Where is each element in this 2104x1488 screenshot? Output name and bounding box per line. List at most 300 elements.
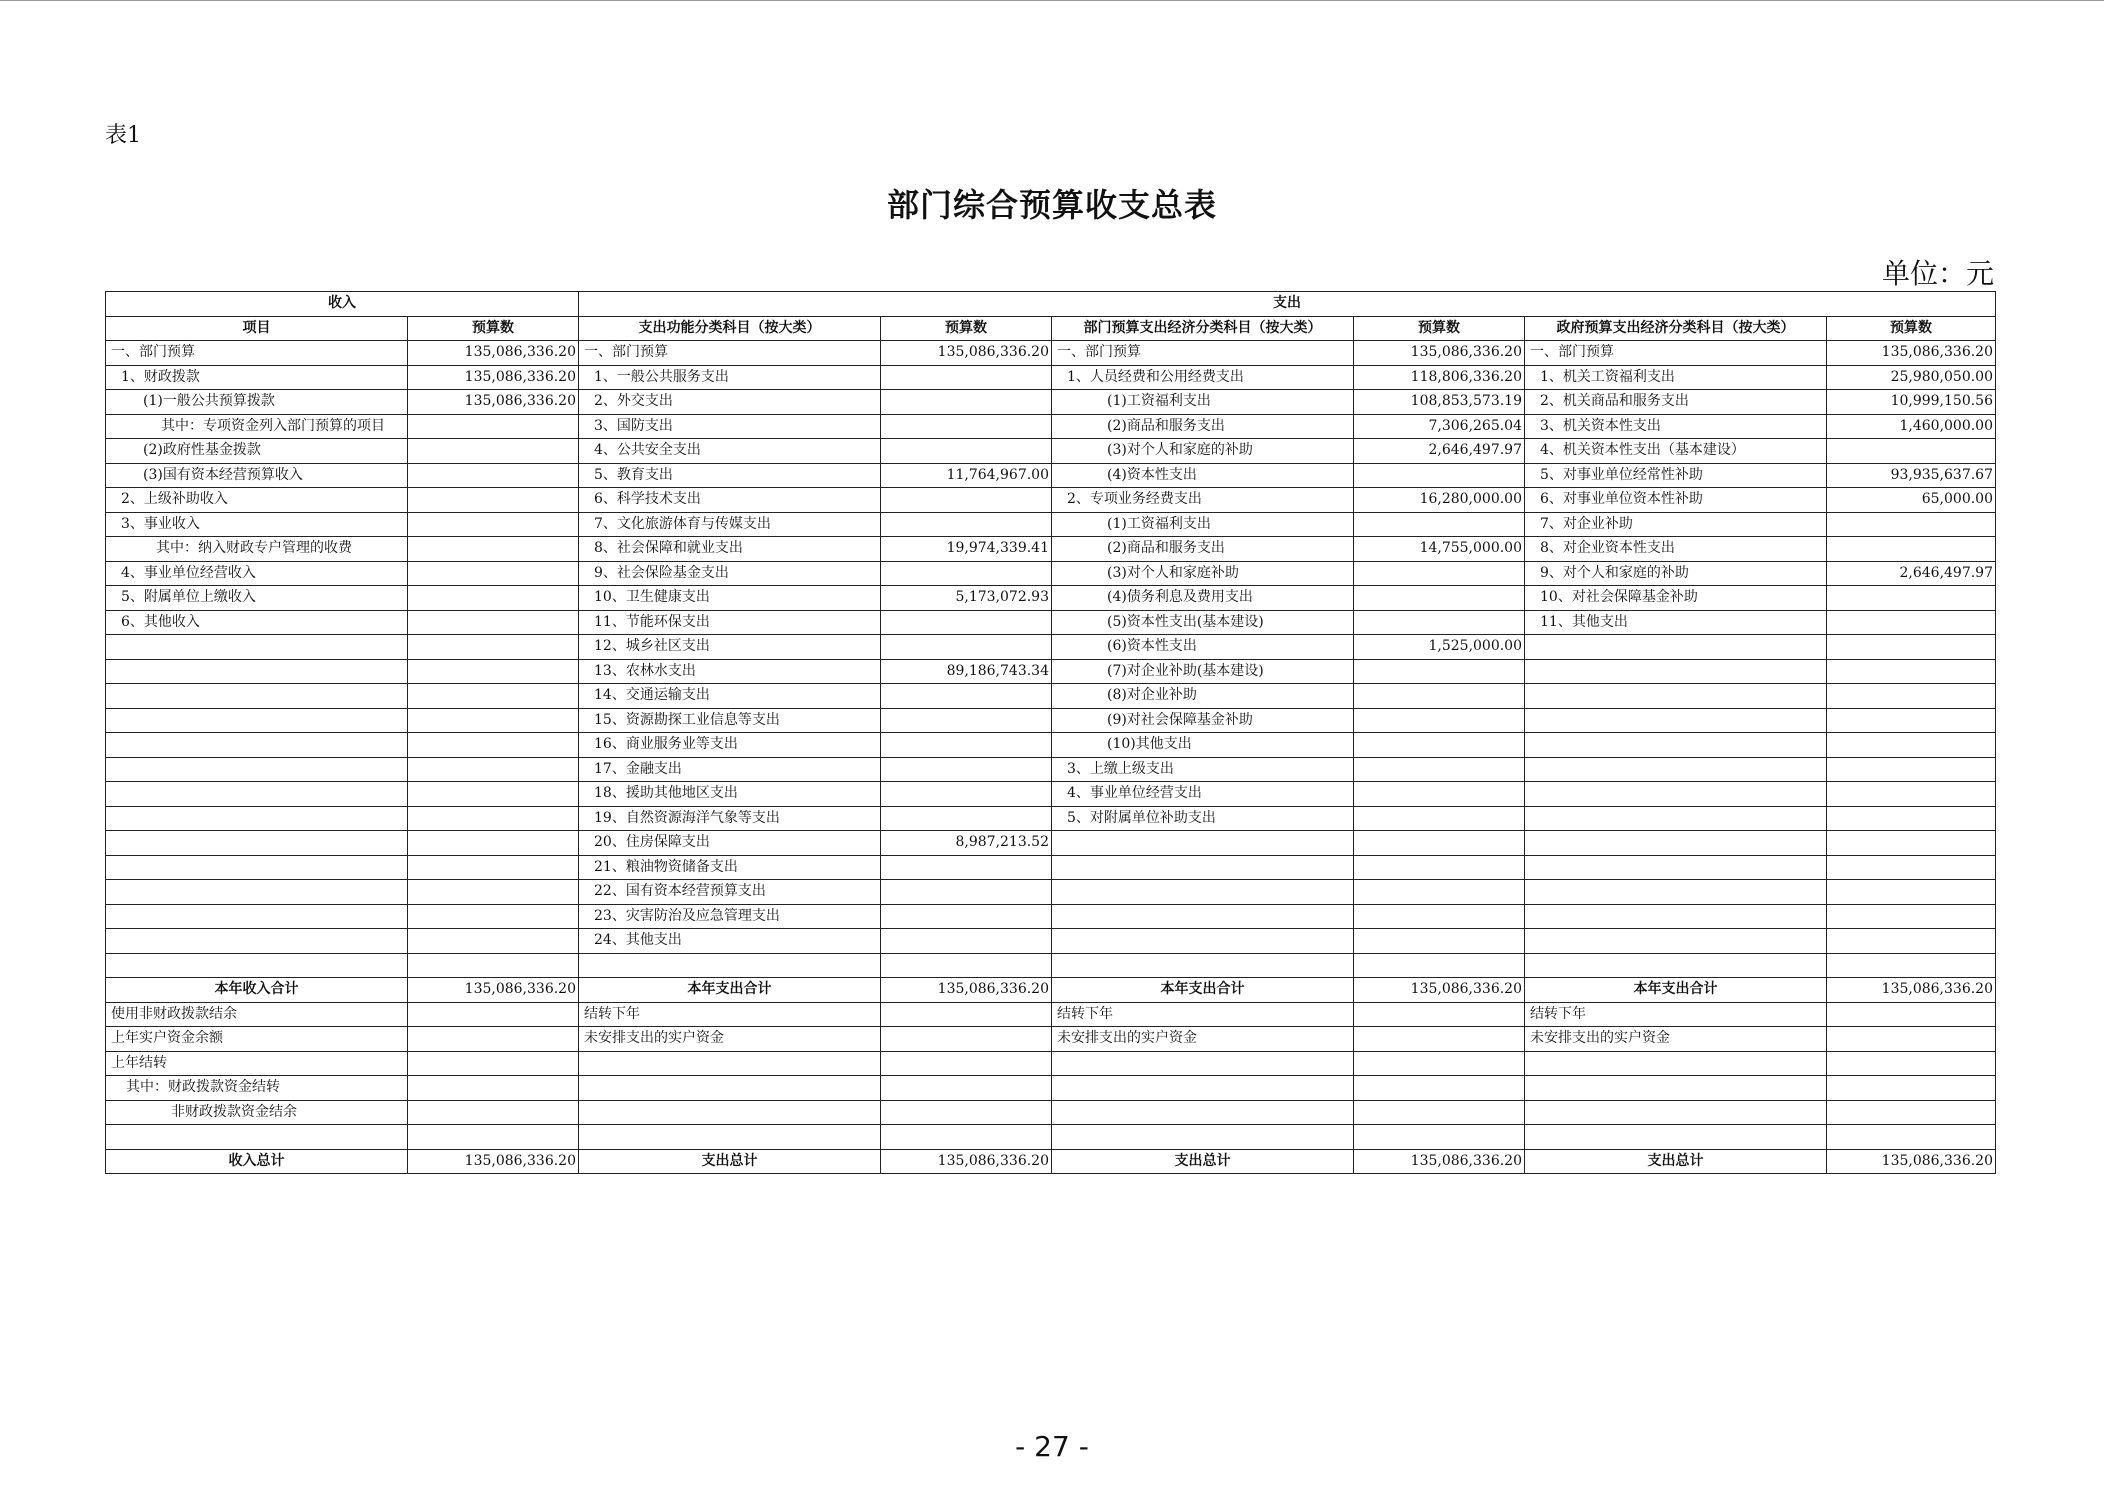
amount-cell bbox=[408, 635, 579, 660]
amount-cell bbox=[1354, 1027, 1525, 1052]
table-row bbox=[106, 586, 1996, 611]
item-cell bbox=[106, 953, 408, 978]
amount-cell bbox=[1354, 610, 1525, 635]
amount-cell bbox=[1827, 806, 1996, 831]
item-cell: 4、公共安全支出 bbox=[579, 439, 881, 464]
item-cell: 9、对个人和家庭的补助 bbox=[1525, 561, 1827, 586]
amount-cell bbox=[881, 757, 1052, 782]
amount-cell bbox=[408, 414, 579, 439]
amount-cell bbox=[1354, 733, 1525, 758]
table-row bbox=[106, 953, 1996, 978]
item-cell: 8、社会保障和就业支出 bbox=[579, 537, 881, 562]
amount-cell bbox=[408, 831, 579, 856]
item-cell: 一、部门预算 bbox=[1525, 341, 1827, 366]
table-row bbox=[106, 1125, 1996, 1150]
table-row bbox=[106, 341, 1996, 366]
item-cell: 支出总计 bbox=[1052, 1149, 1354, 1174]
amount-cell: 93,935,637.67 bbox=[1827, 463, 1996, 488]
item-cell bbox=[1525, 904, 1827, 929]
table-row bbox=[106, 855, 1996, 880]
item-cell: 其中：纳入财政专户管理的收费 bbox=[106, 537, 408, 562]
item-cell bbox=[1525, 684, 1827, 709]
amount-cell bbox=[1827, 953, 1996, 978]
amount-cell bbox=[881, 782, 1052, 807]
item-cell: (6)资本性支出 bbox=[1052, 635, 1354, 660]
amount-cell bbox=[408, 537, 579, 562]
amount-cell: 135,086,336.20 bbox=[1354, 341, 1525, 366]
amount-cell bbox=[881, 880, 1052, 905]
item-cell: 本年支出合计 bbox=[1052, 978, 1354, 1003]
table-row bbox=[106, 414, 1996, 439]
table-row bbox=[106, 561, 1996, 586]
column-header: 支出功能分类科目（按大类） bbox=[579, 316, 881, 341]
item-cell: 上年结转 bbox=[106, 1051, 408, 1076]
table-row bbox=[106, 659, 1996, 684]
amount-cell bbox=[1827, 659, 1996, 684]
amount-cell: 5,173,072.93 bbox=[881, 586, 1052, 611]
table-row bbox=[106, 978, 1996, 1003]
amount-cell bbox=[1354, 929, 1525, 954]
amount-cell bbox=[1827, 586, 1996, 611]
item-cell: 上年实户资金余额 bbox=[106, 1027, 408, 1052]
amount-cell bbox=[1354, 684, 1525, 709]
item-cell: 3、机关资本性支出 bbox=[1525, 414, 1827, 439]
amount-cell bbox=[1827, 1027, 1996, 1052]
table-body bbox=[106, 341, 1996, 1174]
table-row bbox=[106, 1002, 1996, 1027]
item-cell: 14、交通运输支出 bbox=[579, 684, 881, 709]
amount-cell bbox=[408, 1125, 579, 1150]
item-cell: 22、国有资本经营预算支出 bbox=[579, 880, 881, 905]
item-cell bbox=[1525, 659, 1827, 684]
amount-cell bbox=[1827, 439, 1996, 464]
column-header: 预算数 bbox=[881, 316, 1052, 341]
amount-cell bbox=[1827, 782, 1996, 807]
amount-cell bbox=[881, 1027, 1052, 1052]
amount-cell bbox=[1354, 904, 1525, 929]
table-row bbox=[106, 1051, 1996, 1076]
amount-cell bbox=[408, 782, 579, 807]
item-cell bbox=[1052, 1076, 1354, 1101]
amount-cell bbox=[1354, 782, 1525, 807]
amount-cell: 135,086,336.20 bbox=[1827, 341, 1996, 366]
table-row bbox=[106, 708, 1996, 733]
item-cell: 一、部门预算 bbox=[106, 341, 408, 366]
item-cell bbox=[579, 953, 881, 978]
item-cell: 结转下年 bbox=[579, 1002, 881, 1027]
item-cell bbox=[106, 904, 408, 929]
item-cell: 其中：财政拨款资金结转 bbox=[106, 1076, 408, 1101]
item-cell: 3、国防支出 bbox=[579, 414, 881, 439]
item-cell: 其中：专项资金列入部门预算的项目 bbox=[106, 414, 408, 439]
table-row bbox=[106, 782, 1996, 807]
amount-cell: 135,086,336.20 bbox=[1827, 978, 1996, 1003]
item-cell bbox=[1525, 953, 1827, 978]
amount-cell bbox=[881, 512, 1052, 537]
item-cell: (5)资本性支出(基本建设) bbox=[1052, 610, 1354, 635]
amount-cell: 16,280,000.00 bbox=[1354, 488, 1525, 513]
table-row bbox=[106, 684, 1996, 709]
amount-cell bbox=[1827, 757, 1996, 782]
item-cell: 1、机关工资福利支出 bbox=[1525, 365, 1827, 390]
item-cell bbox=[1052, 880, 1354, 905]
item-cell: (9)对社会保障基金补助 bbox=[1052, 708, 1354, 733]
amount-cell: 65,000.00 bbox=[1827, 488, 1996, 513]
item-cell: (2)政府性基金拨款 bbox=[106, 439, 408, 464]
amount-cell: 135,086,336.20 bbox=[881, 341, 1052, 366]
item-cell: 1、财政拨款 bbox=[106, 365, 408, 390]
amount-cell bbox=[1354, 659, 1525, 684]
table-row bbox=[106, 439, 1996, 464]
column-header: 项目 bbox=[106, 316, 408, 341]
item-cell: 支出总计 bbox=[1525, 1149, 1827, 1174]
item-cell: 本年收入合计 bbox=[106, 978, 408, 1003]
amount-cell: 135,086,336.20 bbox=[408, 978, 579, 1003]
table-row bbox=[106, 365, 1996, 390]
amount-cell: 118,806,336.20 bbox=[1354, 365, 1525, 390]
item-cell: 结转下年 bbox=[1052, 1002, 1354, 1027]
amount-cell bbox=[881, 684, 1052, 709]
amount-cell bbox=[1354, 831, 1525, 856]
amount-cell bbox=[881, 1051, 1052, 1076]
amount-cell: 8,987,213.52 bbox=[881, 831, 1052, 856]
column-header: 政府预算支出经济分类科目（按大类） bbox=[1525, 316, 1827, 341]
item-cell: 2、机关商品和服务支出 bbox=[1525, 390, 1827, 415]
amount-cell bbox=[1827, 733, 1996, 758]
amount-cell bbox=[408, 1076, 579, 1101]
item-cell: 5、对附属单位补助支出 bbox=[1052, 806, 1354, 831]
item-cell bbox=[106, 708, 408, 733]
item-cell bbox=[579, 1125, 881, 1150]
table-row bbox=[106, 537, 1996, 562]
amount-cell bbox=[408, 512, 579, 537]
amount-cell bbox=[408, 659, 579, 684]
item-cell: 23、灾害防治及应急管理支出 bbox=[579, 904, 881, 929]
table-row bbox=[106, 1149, 1996, 1174]
column-header: 预算数 bbox=[1354, 316, 1525, 341]
amount-cell bbox=[881, 365, 1052, 390]
amount-cell bbox=[1827, 1076, 1996, 1101]
item-cell: (8)对企业补助 bbox=[1052, 684, 1354, 709]
item-cell: 5、对事业单位经常性补助 bbox=[1525, 463, 1827, 488]
amount-cell: 2,646,497.97 bbox=[1354, 439, 1525, 464]
item-cell bbox=[1525, 757, 1827, 782]
amount-cell bbox=[881, 414, 1052, 439]
amount-cell bbox=[1827, 1051, 1996, 1076]
amount-cell: 1,525,000.00 bbox=[1354, 635, 1525, 660]
amount-cell bbox=[1354, 953, 1525, 978]
item-cell: (7)对企业补助(基本建设) bbox=[1052, 659, 1354, 684]
item-cell bbox=[1525, 1051, 1827, 1076]
amount-cell bbox=[408, 855, 579, 880]
item-cell: 本年支出合计 bbox=[1525, 978, 1827, 1003]
item-cell: 10、对社会保障基金补助 bbox=[1525, 586, 1827, 611]
amount-cell bbox=[1354, 880, 1525, 905]
amount-cell bbox=[881, 1076, 1052, 1101]
table-row bbox=[106, 1076, 1996, 1101]
item-cell: 19、自然资源海洋气象等支出 bbox=[579, 806, 881, 831]
table-row bbox=[106, 635, 1996, 660]
item-cell: 本年支出合计 bbox=[579, 978, 881, 1003]
amount-cell bbox=[1354, 806, 1525, 831]
amount-cell bbox=[408, 904, 579, 929]
amount-cell bbox=[881, 953, 1052, 978]
amount-cell: 108,853,573.19 bbox=[1354, 390, 1525, 415]
item-cell bbox=[579, 1100, 881, 1125]
amount-cell bbox=[881, 610, 1052, 635]
item-cell: (2)商品和服务支出 bbox=[1052, 414, 1354, 439]
item-cell: 2、专项业务经费支出 bbox=[1052, 488, 1354, 513]
amount-cell bbox=[1827, 610, 1996, 635]
amount-cell bbox=[881, 1002, 1052, 1027]
amount-cell bbox=[1354, 708, 1525, 733]
expense-group-header: 支出 bbox=[579, 292, 1996, 317]
item-cell bbox=[106, 1125, 408, 1150]
table-row bbox=[106, 1100, 1996, 1125]
item-cell: 收入总计 bbox=[106, 1149, 408, 1174]
item-cell: 13、农林水支出 bbox=[579, 659, 881, 684]
table-row bbox=[106, 488, 1996, 513]
item-cell: 使用非财政拨款结余 bbox=[106, 1002, 408, 1027]
amount-cell bbox=[1354, 512, 1525, 537]
item-cell: (3)对个人和家庭补助 bbox=[1052, 561, 1354, 586]
item-cell bbox=[1525, 1100, 1827, 1125]
amount-cell bbox=[881, 561, 1052, 586]
item-cell bbox=[106, 782, 408, 807]
item-cell: 17、金融支出 bbox=[579, 757, 881, 782]
item-cell: (4)债务利息及费用支出 bbox=[1052, 586, 1354, 611]
amount-cell bbox=[881, 904, 1052, 929]
amount-cell: 14,755,000.00 bbox=[1354, 537, 1525, 562]
amount-cell bbox=[1354, 757, 1525, 782]
item-cell bbox=[1525, 929, 1827, 954]
amount-cell bbox=[1827, 855, 1996, 880]
item-cell bbox=[1525, 880, 1827, 905]
table-row bbox=[106, 880, 1996, 905]
item-cell: (4)资本性支出 bbox=[1052, 463, 1354, 488]
amount-cell bbox=[408, 463, 579, 488]
item-cell: 结转下年 bbox=[1525, 1002, 1827, 1027]
table-row bbox=[106, 1027, 1996, 1052]
amount-cell bbox=[1354, 561, 1525, 586]
item-cell: 11、节能环保支出 bbox=[579, 610, 881, 635]
amount-cell bbox=[408, 929, 579, 954]
amount-cell bbox=[1354, 1100, 1525, 1125]
item-cell: 21、粮油物资储备支出 bbox=[579, 855, 881, 880]
item-cell: 支出总计 bbox=[579, 1149, 881, 1174]
item-cell: (1)工资福利支出 bbox=[1052, 390, 1354, 415]
item-cell: (3)国有资本经营预算收入 bbox=[106, 463, 408, 488]
table-row bbox=[106, 904, 1996, 929]
item-cell bbox=[1052, 1100, 1354, 1125]
item-cell: 2、外交支出 bbox=[579, 390, 881, 415]
item-cell: 3、上缴上级支出 bbox=[1052, 757, 1354, 782]
item-cell: 6、科学技术支出 bbox=[579, 488, 881, 513]
amount-cell: 135,086,336.20 bbox=[408, 365, 579, 390]
item-cell bbox=[1525, 782, 1827, 807]
amount-cell bbox=[1354, 463, 1525, 488]
amount-cell: 1,460,000.00 bbox=[1827, 414, 1996, 439]
column-header: 部门预算支出经济分类科目（按大类） bbox=[1052, 316, 1354, 341]
amount-cell bbox=[408, 488, 579, 513]
item-cell: 20、住房保障支出 bbox=[579, 831, 881, 856]
item-cell: 未安排支出的实户资金 bbox=[579, 1027, 881, 1052]
column-header-row bbox=[106, 316, 1996, 341]
item-cell bbox=[106, 659, 408, 684]
item-cell: 12、城乡社区支出 bbox=[579, 635, 881, 660]
amount-cell: 2,646,497.97 bbox=[1827, 561, 1996, 586]
amount-cell bbox=[408, 708, 579, 733]
item-cell: 1、人员经费和公用经费支出 bbox=[1052, 365, 1354, 390]
amount-cell: 135,086,336.20 bbox=[1354, 1149, 1525, 1174]
item-cell: 11、其他支出 bbox=[1525, 610, 1827, 635]
amount-cell: 25,980,050.00 bbox=[1827, 365, 1996, 390]
amount-cell bbox=[408, 757, 579, 782]
amount-cell bbox=[1827, 880, 1996, 905]
item-cell bbox=[1052, 904, 1354, 929]
amount-cell bbox=[881, 1100, 1052, 1125]
amount-cell bbox=[408, 610, 579, 635]
item-cell bbox=[1052, 855, 1354, 880]
item-cell bbox=[1525, 733, 1827, 758]
item-cell: 10、卫生健康支出 bbox=[579, 586, 881, 611]
item-cell: 16、商业服务业等支出 bbox=[579, 733, 881, 758]
amount-cell bbox=[408, 1027, 579, 1052]
amount-cell bbox=[881, 855, 1052, 880]
table-row bbox=[106, 757, 1996, 782]
item-cell: (2)商品和服务支出 bbox=[1052, 537, 1354, 562]
amount-cell bbox=[408, 953, 579, 978]
item-cell: 4、事业单位经营支出 bbox=[1052, 782, 1354, 807]
amount-cell: 11,764,967.00 bbox=[881, 463, 1052, 488]
amount-cell bbox=[408, 806, 579, 831]
item-cell: (1)一般公共预算拨款 bbox=[106, 390, 408, 415]
amount-cell bbox=[1827, 512, 1996, 537]
item-cell: 未安排支出的实户资金 bbox=[1525, 1027, 1827, 1052]
amount-cell bbox=[1827, 1100, 1996, 1125]
amount-cell bbox=[408, 733, 579, 758]
item-cell bbox=[106, 880, 408, 905]
amount-cell bbox=[408, 561, 579, 586]
item-cell bbox=[1525, 635, 1827, 660]
table-row bbox=[106, 806, 1996, 831]
item-cell bbox=[106, 684, 408, 709]
item-cell: 6、其他收入 bbox=[106, 610, 408, 635]
table-row bbox=[106, 733, 1996, 758]
amount-cell: 135,086,336.20 bbox=[408, 390, 579, 415]
item-cell bbox=[106, 635, 408, 660]
amount-cell: 7,306,265.04 bbox=[1354, 414, 1525, 439]
income-group-header: 收入 bbox=[106, 292, 579, 317]
table-label: 表1 bbox=[105, 123, 141, 148]
amount-cell bbox=[1827, 708, 1996, 733]
item-cell: 1、一般公共服务支出 bbox=[579, 365, 881, 390]
amount-cell: 89,186,743.34 bbox=[881, 659, 1052, 684]
item-cell bbox=[106, 733, 408, 758]
item-cell: 未安排支出的实户资金 bbox=[1052, 1027, 1354, 1052]
table-row bbox=[106, 831, 1996, 856]
item-cell: 18、援助其他地区支出 bbox=[579, 782, 881, 807]
amount-cell bbox=[881, 635, 1052, 660]
item-cell bbox=[106, 757, 408, 782]
item-cell bbox=[1525, 1076, 1827, 1101]
item-cell: 5、附属单位上缴收入 bbox=[106, 586, 408, 611]
amount-cell bbox=[1354, 1125, 1525, 1150]
item-cell bbox=[106, 929, 408, 954]
item-cell: 3、事业收入 bbox=[106, 512, 408, 537]
amount-cell bbox=[881, 733, 1052, 758]
group-header-row bbox=[106, 292, 1996, 317]
item-cell: 7、对企业补助 bbox=[1525, 512, 1827, 537]
item-cell: 非财政拨款资金结余 bbox=[106, 1100, 408, 1125]
item-cell: 4、机关资本性支出（基本建设） bbox=[1525, 439, 1827, 464]
amount-cell bbox=[1827, 929, 1996, 954]
amount-cell bbox=[1354, 1051, 1525, 1076]
item-cell: 8、对企业资本性支出 bbox=[1525, 537, 1827, 562]
amount-cell bbox=[881, 439, 1052, 464]
item-cell: (3)对个人和家庭的补助 bbox=[1052, 439, 1354, 464]
amount-cell bbox=[408, 880, 579, 905]
amount-cell bbox=[1827, 1002, 1996, 1027]
amount-cell bbox=[1827, 684, 1996, 709]
item-cell bbox=[1052, 953, 1354, 978]
amount-cell: 135,086,336.20 bbox=[408, 341, 579, 366]
item-cell: 4、事业单位经营收入 bbox=[106, 561, 408, 586]
unit-label: 单位：元 bbox=[1881, 257, 1994, 290]
amount-cell bbox=[881, 929, 1052, 954]
item-cell: (10)其他支出 bbox=[1052, 733, 1354, 758]
amount-cell bbox=[408, 439, 579, 464]
amount-cell: 10,999,150.56 bbox=[1827, 390, 1996, 415]
item-cell bbox=[106, 806, 408, 831]
table-row bbox=[106, 463, 1996, 488]
amount-cell bbox=[881, 708, 1052, 733]
amount-cell bbox=[881, 1125, 1052, 1150]
item-cell bbox=[1052, 929, 1354, 954]
amount-cell bbox=[408, 586, 579, 611]
column-header: 预算数 bbox=[1827, 316, 1996, 341]
amount-cell bbox=[408, 1002, 579, 1027]
amount-cell bbox=[408, 1051, 579, 1076]
item-cell: 7、文化旅游体育与传媒支出 bbox=[579, 512, 881, 537]
item-cell: 15、资源勘探工业信息等支出 bbox=[579, 708, 881, 733]
item-cell: 24、其他支出 bbox=[579, 929, 881, 954]
item-cell bbox=[106, 855, 408, 880]
item-cell bbox=[1052, 831, 1354, 856]
item-cell: (1)工资福利支出 bbox=[1052, 512, 1354, 537]
item-cell bbox=[1052, 1051, 1354, 1076]
item-cell: 6、对事业单位资本性补助 bbox=[1525, 488, 1827, 513]
budget-table bbox=[105, 291, 1996, 1174]
item-cell: 9、社会保险基金支出 bbox=[579, 561, 881, 586]
amount-cell bbox=[1827, 635, 1996, 660]
table-row bbox=[106, 390, 1996, 415]
amount-cell bbox=[1354, 586, 1525, 611]
amount-cell: 135,086,336.20 bbox=[881, 1149, 1052, 1174]
amount-cell bbox=[1827, 537, 1996, 562]
item-cell: 一、部门预算 bbox=[579, 341, 881, 366]
amount-cell bbox=[881, 806, 1052, 831]
amount-cell: 135,086,336.20 bbox=[881, 978, 1052, 1003]
amount-cell: 135,086,336.20 bbox=[1827, 1149, 1996, 1174]
amount-cell: 19,974,339.41 bbox=[881, 537, 1052, 562]
amount-cell: 135,086,336.20 bbox=[408, 1149, 579, 1174]
amount-cell bbox=[1354, 1076, 1525, 1101]
item-cell: 5、教育支出 bbox=[579, 463, 881, 488]
top-border-line bbox=[0, 0, 2104, 1]
item-cell bbox=[1525, 806, 1827, 831]
item-cell bbox=[1052, 1125, 1354, 1150]
